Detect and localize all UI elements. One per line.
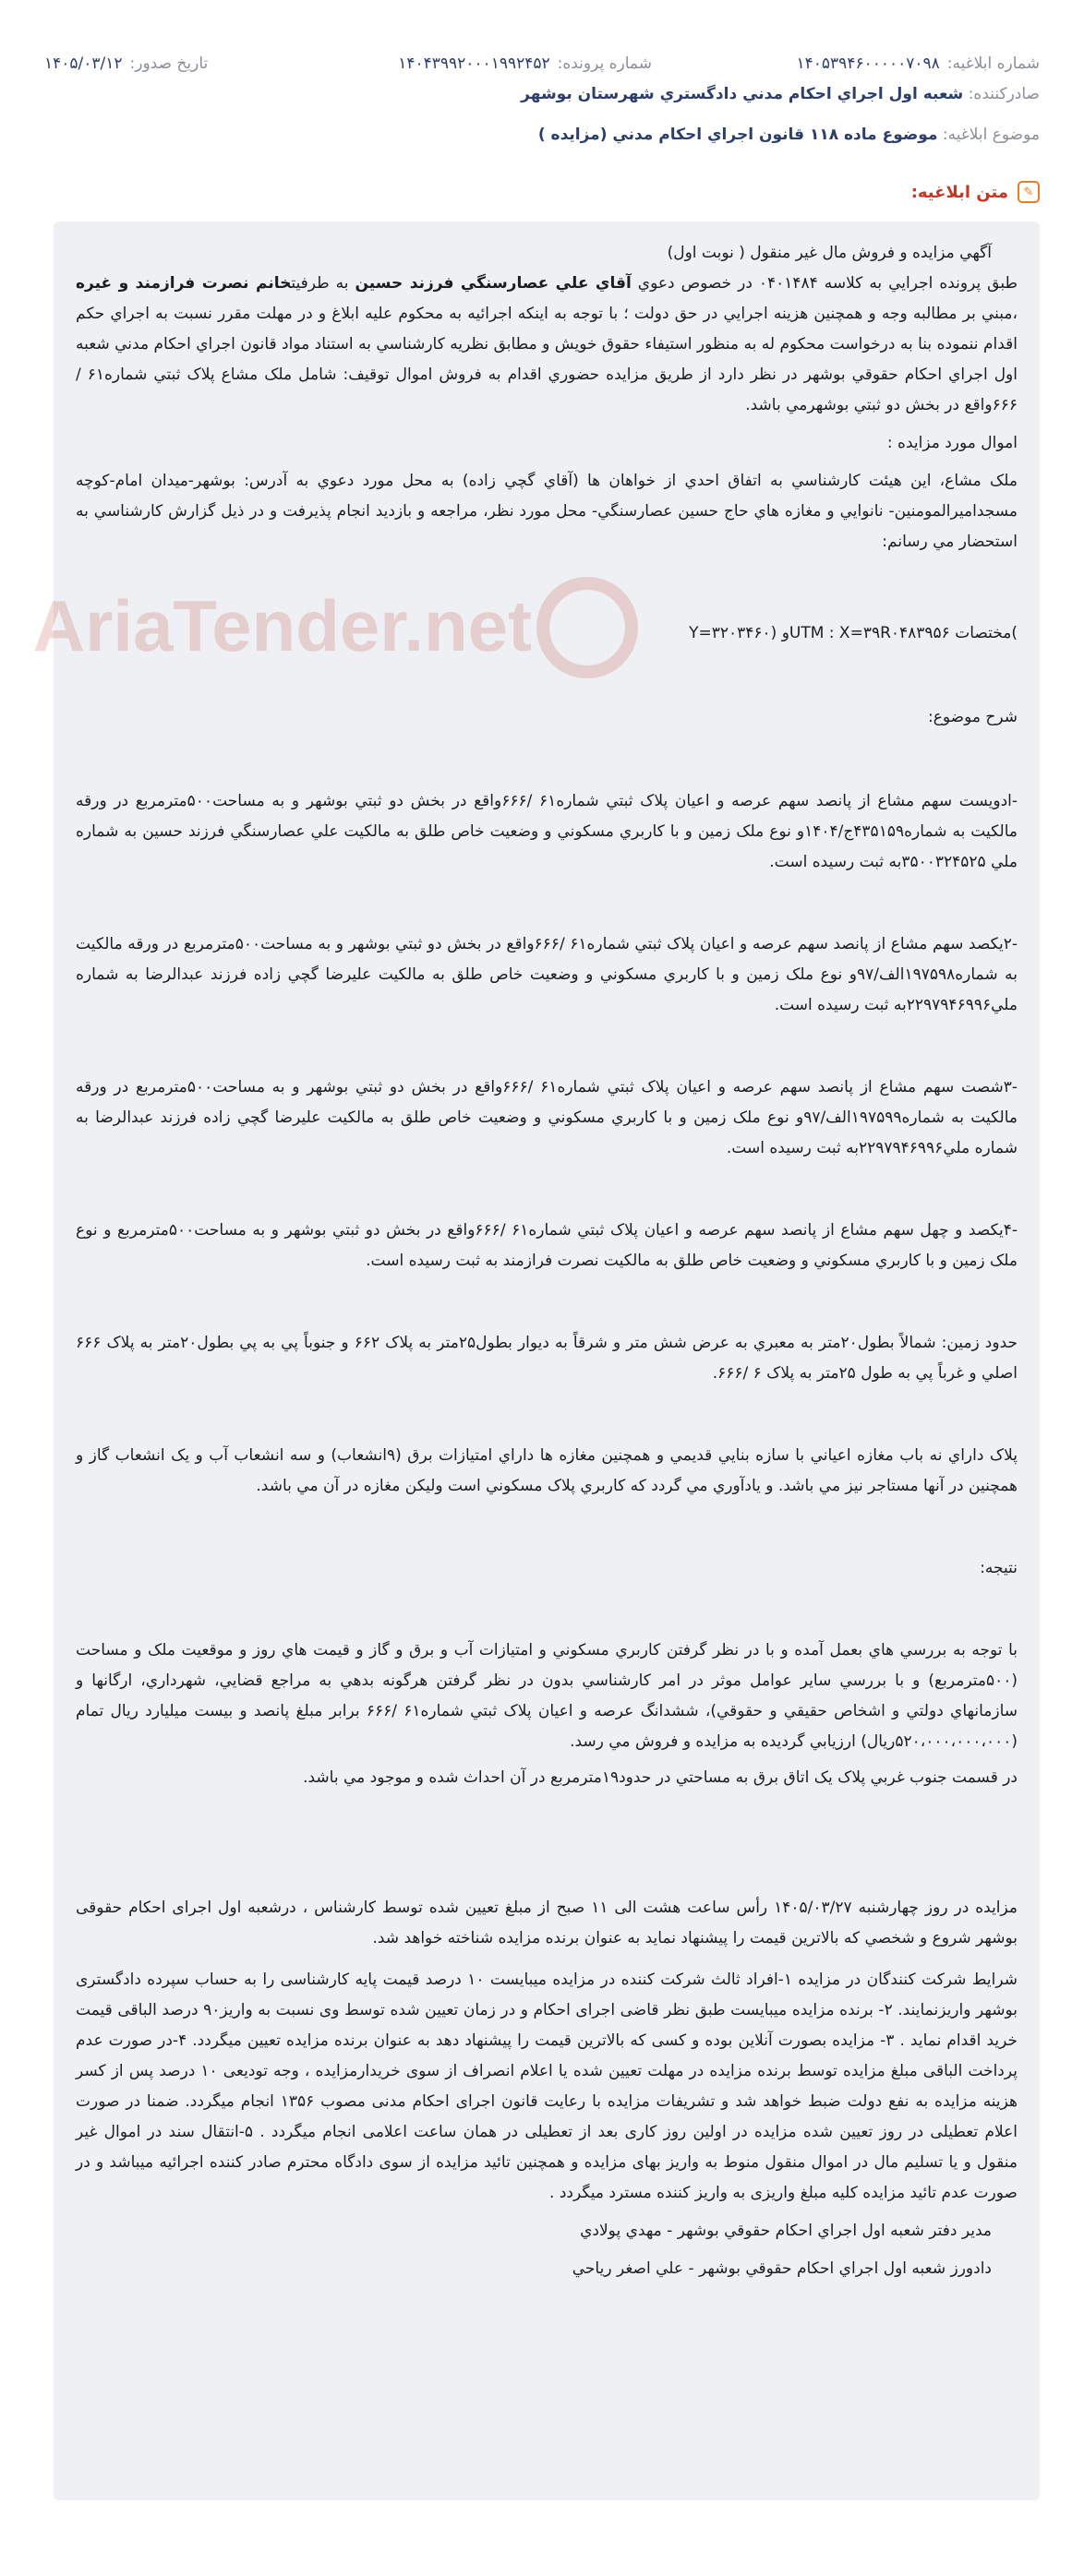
auction-date-paragraph: مزايده در روز چهارشنبه ۱۴۰۵/۰۳/۲۷ رأس ساعت هشت الی ۱۱ صبح از مبلغ تعیین شده توسط کارشناس ، درشعبه اول اجرای احکام حقوقی بوشهر شروع و شخصي که بالاترين قيمت را پيشنهاد نمايد به عنوان برنده مزايده شناخته خواهد شد.	[76, 1899, 1018, 1947]
case-number-value: ۱۴۰۴۳۹۹۲۰۰۰۱۹۹۲۴۵۲	[398, 54, 550, 73]
issuer-row	[44, 85, 1040, 103]
issue-date-value: ۱۴۰۵/۰۳/۱۲	[44, 54, 123, 73]
document-edit-icon: ✎	[1018, 181, 1040, 203]
land-boundaries: حدود زمين: شمالاً بطول۲۰متر به معبري به عرض شش متر و شرقاً به ديوار بطول۲۵متر به پلاک ۶۶۲ و جنوباً پي به پي بطول۲۰متر به پلاک ۶۶۶ اصلي و غرباً پي به طول ۲۵متر به پلاک ۶ /۶۶۶.	[76, 1334, 1018, 1383]
signature-office-manager: مدير دفتر شعبه اول اجراي احکام حقوقي بوشهر - مهدي پولادي	[580, 2222, 992, 2240]
p2-c: به طرفيت	[291, 274, 355, 293]
notice-body-card	[32, 222, 1040, 2500]
valuation-paragraph: با توجه به بررسي هاي بعمل آمده و با در نظر گرفتن کاربري مسکوني و امتيازات آب و برق و گاز و قيمت هاي روز و موقعيت ملک و مساحت (۵۰۰مترمربع) و با بررسي ساير عوامل موثر در امر کارشناسي بدون در نظر گرفتن هرگونه بدهي به مراجع قضايي، شهرداري، ارگانها و سازمانهاي دولتي و اشخاص حقيقي و حقوقي)، ششدانگ عرصه و اعيان پلاک ثبتي شماره۶۱ /۶۶۶ برابر مبلغ پانصد و بيست ميليارد ريال تمام (۵۲۰،۰۰۰،۰۰۰،۰۰۰ريال) ارزيابي گرديده به مزايده و فروش مي رسد.	[76, 1641, 1018, 1751]
result-heading: نتيجه:	[980, 1559, 1018, 1577]
electric-room-note: در قسمت جنوب غربي پلاک يک اتاق برق به مساحتي در حدود۱۹مترمربع در آن احداث شده و موجود مي باشد.	[303, 1768, 1018, 1787]
notice-meta-row	[44, 48, 1040, 79]
subject-row	[44, 126, 1040, 144]
notice-text-title: متن ابلاغيه:	[910, 182, 1008, 202]
defendant-name: خانم نصرت فرازمند و غيره	[76, 274, 292, 293]
signature-bailiff: دادورز شعبه اول اجراي احکام حقوقي بوشهر - علي اصغر رياحي	[572, 2259, 992, 2278]
case-number	[398, 54, 652, 73]
issue-date	[44, 54, 208, 73]
notice-number	[797, 54, 1040, 73]
notice-number-label: شماره ابلاغيه:	[946, 54, 1040, 73]
auction-title: آگهي مزايده و فروش مال غير منقول ( نوبت اول)	[667, 244, 992, 262]
subject-label: موضوع ابلاغيه:	[942, 126, 1040, 144]
paragraph-case-intro	[76, 269, 1018, 421]
plaintiff-name: آقاي علي عصارسنگي فرزند حسين	[355, 274, 632, 293]
share-3-paragraph: -۳شصت سهم مشاع از پانصد سهم عرصه و اعيان پلاک ثبتي شماره۶۱ /۶۶۶واقع در بخش دو ثبتي بوشهر و به مساحت۵۰۰مترمربع در ورقه مالکيت به شماره۱۹۷۵۹۹الف/۹۷و نوع ملک زمين و با کاربري مسکوني و وضعيت خاص طلق به مالکيت عليرضا گچي زاده فرزند عبدالرضا به شماره ملي۲۲۹۷۹۴۶۹۹۶به ثبت رسيده است.	[76, 1078, 1018, 1157]
assets-heading: اموال مورد مزايده :	[886, 434, 1018, 452]
shops-description: پلاک داراي نه باب مغازه اعياني با سازه بنايي قديمي و همچنين مغازه ها داراي امتيازات برق (۹انشعاب) و سه انشعاب آب و يک انشعاب گاز و همچنين در آنها مستاجر نيز مي باشد. و يادآوري مي گردد که کاربري پلاک مسکوني است وليکن مغازه در آن مي باشد.	[76, 1446, 1018, 1495]
p2-a: طبق پرونده اجرايي به کلاسه ۰۴۰۱۴۸۴ در خصوص دعوي	[631, 274, 1018, 293]
share-1-paragraph: -ادويست سهم مشاع از پانصد سهم عرصه و اعيان پلاک ثبتي شماره۶۱ /۶۶۶واقع در بخش دو ثبتي بوشهر و به مساحت۵۰۰مترمربع در ورقه مالکيت به شماره۴۳۵۱۵۹ج/۱۴۰۴و نوع ملک زمين و با کاربري مسکوني و وضعيت خاص طلق به مالکيت علي عصارسنگي فرزند حسين به شماره ملي ۳۵۰۰۳۲۴۵۲۵به ثبت رسيده است.	[76, 792, 1018, 871]
issue-date-label: تاريخ صدور:	[129, 54, 209, 73]
description-heading: شرح موضوع:	[928, 708, 1018, 726]
notice-text-heading	[911, 181, 1040, 203]
watermark-text: AriaTender.net	[32, 585, 532, 666]
share-4-paragraph: -۴يکصد و چهل سهم مشاع از پانصد سهم عرصه و اعيان پلاک ثبتي شماره۶۱ /۶۶۶واقع در بخش دو ثبتي بوشهر و به مساحت۵۰۰مترمربع و نوع ملک زمين و با کاربري مسکوني و وضعيت خاص طلق به مالکيت نصرت فرازمند به ثبت رسيده است.	[76, 1221, 1018, 1270]
issuer-label: صادرکننده:	[968, 85, 1040, 103]
auction-conditions: شرایط شرکت کنندگان در مزایده ۱-افراد ثالث شرکت کننده در مزایده میبایست ۱۰ درصد قیمت پایه کارشناسی را به حساب سپرده دادگستری بوشهر واریزنمایند. ۲- برنده مزایده میبایست طبق نظر قاضی اجرای احکام و در زمان تعیین شده توسط وی نسبت به واریز۹۰ درصد الباقی قیمت خرید اقدام نماید . ۳- مزایده بصورت آنلاین بوده و کسی که بالاترین قیمت را پیشنهاد دهد به عنوان برنده مزایده تعیین میگردد. ۴-در صورت عدم پرداخت الباقی مبلغ مزایده توسط برنده مزایده در مهلت تعیین شده یا اعلام انصراف از سوی خریدارمزایده ، وجه تودیعی ۱۰ درصد پس از کسر هزینه مزایده به نفع دولت ضبط خواهد شد و تشریفات مزایده با رعایت قانون اجرای احکام مدنی مصوب ۱۳۵۶ انجام میگردد. ضمنا در صورت اعلام تعطیلی در روز تعیین شده مزایده در اولین روز کاری بعد از تعطیلی در همان ساعت اعلامی انجام میگردد . ۵-انتقال سند در اموال غیر منقول و یا تسلیم مال در اموال منقول منوط به واریز بهای مزایده و همچنین تائید مزایده از سوی دادگاه محترم صادر کننده اجرائیه میباشد و در صورت عدم تائید مزایده کلیه مبلغ واریزی به واریز کننده مسترد میگردد .	[76, 1971, 1018, 2202]
issuer-value: شعبه اول اجراي احکام مدني دادگستري شهرستان بوشهر	[521, 85, 964, 103]
notice-body-text	[76, 238, 1018, 2284]
share-2-paragraph: -۲يکصد سهم مشاع از پانصد سهم عرصه و اعيان پلاک ثبتي شماره۶۱ /۶۶۶واقع در بخش دو ثبتي بوشهر و به مساحت۵۰۰مترمربع در ورقه مالکيت به شماره۱۹۷۵۹۸الف/۹۷و نوع ملک زمين و با کاربري مسکوني و وضعيت خاص طلق به مالکيت عليرضا گچي زاده فرزند عبدالرضا به شماره ملي۲۲۹۷۹۴۶۹۹۶به ثبت رسيده است.	[76, 935, 1018, 1014]
p2-e: ،مبني بر مطالبه وجه و همچنين هزينه اجرايي در حق دولت ؛ با توجه به اينکه اجرائيه به محکوم عليه ابلاغ و در مهلت مقرر نسبت به اجراي حکم اقدام ننموده بنا به درخواست محکوم له به منظور استيفاء حقوق خويش و مطابق نظريه کارشناسي به استناد مواد قانون اجراي احکام مدني شعبه اول اجراي احکام حقوقي بوشهر در نظر دارد از طريق مزايده حضوري اقدام به فروش اموال توقيف: شامل ملک مشاع پلاک ثبتي شماره۶۱ /۶۶۶واقع در بخش دو ثبتي بوشهرمي باشد.	[76, 305, 1018, 414]
paragraph-inspection: ملک مشاع، اين هيئت کارشناسي به اتفاق احدي از خواهان ها (آقاي گچي زاده) به محل مورد دعوي به آدرس: بوشهر-ميدان امام-کوچه مسجدامیرالمومنين- نانوايي و مغازه هاي حاج حسين عصارسنگي- محل مورد نظر، مراجعه و بازديد انجام پذيرفت و در ذيل گزارش کارشناسي به استحضار مي رسانم:	[76, 472, 1018, 551]
case-number-label: شماره پرونده:	[557, 54, 652, 73]
utm-coordinates: )مختصات UTM : X=۳۹R۰۴۸۳۹۵۶و (Y=۳۲۰۳۴۶۰	[689, 624, 1018, 642]
subject-value: موضوع ماده ۱۱۸ قانون اجراي احکام مدني (مزايده )	[537, 126, 938, 144]
notice-number-value: ۱۴۰۵۳۹۴۶۰۰۰۰۰۷۰۹۸	[796, 54, 940, 73]
